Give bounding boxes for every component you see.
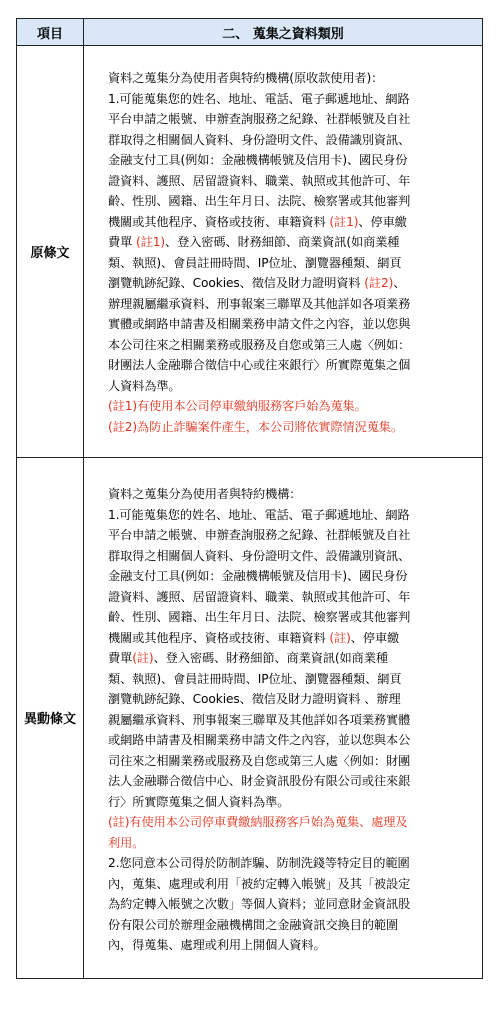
text-line xyxy=(108,335,470,356)
text-line xyxy=(108,628,470,649)
text-run: 1.可能蒐集您的姓名、地址、電話、電子郵遞地址、網路 xyxy=(108,91,410,106)
table-row-original xyxy=(17,46,483,458)
note-highlight: (註) xyxy=(132,651,154,665)
text-line xyxy=(108,89,470,110)
text-line xyxy=(108,130,470,151)
text-run: 實體或網路申請書及相關業務申請文件之內容，並以您與 xyxy=(108,317,411,331)
header-item: 項目 xyxy=(17,19,84,46)
text-run: 證資料、護照、居留證資料、職業、執照或其他許可、年 xyxy=(108,173,411,188)
text-line xyxy=(108,607,470,628)
text-run: 份有限公司於辦理金融機構間之金融資訊交換目的範圍 xyxy=(108,917,399,932)
text-run: 類、執照)、會員註冊時間、IP位址、瀏覽器種類、網頁 xyxy=(108,255,402,270)
text-line xyxy=(108,68,470,89)
text-line xyxy=(108,689,470,710)
text-run: 法人金融聯合徵信中心、財金資訊股份有限公司或往來銀 xyxy=(108,774,411,788)
text-line xyxy=(108,314,470,335)
text-run: 內，得蒐集、處理或利用上開個人資料。 xyxy=(108,938,326,952)
text-run: 群取得之相關個人資料、身份證明文件、設備識別資訊、 xyxy=(108,548,411,563)
text-run: 平台申請之帳號、申辦查詢服務之紀錄、社群帳號及自社 xyxy=(108,528,411,542)
row-label-original: 原條文 xyxy=(17,46,84,458)
text-run: 瀏覽軌跡紀錄、Cookies、徵信及財力證明資料 xyxy=(108,276,365,290)
text-line xyxy=(108,853,470,874)
text-run: 機關或其他程序、資格或技術、車籍資料 xyxy=(108,214,330,229)
text-run: 瀏覽軌跡紀錄、Cookies、徵信及財力證明資料 、辦理 xyxy=(108,692,401,706)
text-run: 類、執照)、會員註冊時間、IP位址、瀏覽器種類、網頁 xyxy=(108,671,402,686)
text-line xyxy=(108,212,470,233)
text-run: 行〉所實際蒐集之個人資料為準。 xyxy=(108,794,290,809)
note-highlight: (註1)有使用本公司停車繳納服務客戶始為蒐集。 xyxy=(108,399,367,413)
table-row-amended xyxy=(17,458,483,979)
text-line xyxy=(108,355,470,376)
text-line xyxy=(108,294,470,315)
text-line xyxy=(108,150,470,171)
note-highlight: 利用。 xyxy=(108,835,145,850)
text-run: 辦理親屬繼承資料、刑事報案三聯單及其他詳如各項業務 xyxy=(108,296,411,311)
text-line xyxy=(108,191,470,212)
text-run: 內，蒐集、處理或利用「被約定轉入帳號」及其「被設定 xyxy=(108,876,411,891)
text-run: 費單 xyxy=(108,235,136,249)
text-run: 人資料為準。 xyxy=(108,378,181,393)
text-line xyxy=(108,232,470,253)
text-run: 齡、性別、國籍、出生年月日、法院、檢察署或其他審判 xyxy=(108,194,411,208)
text-line xyxy=(108,273,470,294)
row-label-amended: 異動條文 xyxy=(17,458,84,979)
text-run: 、停車繳 xyxy=(350,630,400,645)
text-run: 或網路申請書及相關業務申請文件之內容，並以您與本公 xyxy=(108,733,411,747)
text-line xyxy=(108,792,470,813)
original-clause-cell xyxy=(84,46,483,458)
text-run: 1.可能蒐集您的姓名、地址、電話、電子郵遞地址、網路 xyxy=(108,507,410,522)
comparison-table xyxy=(16,18,483,979)
text-line xyxy=(108,587,470,608)
text-run: 平台申請之帳號、申辦查詢服務之紀錄、社群帳號及自社 xyxy=(108,112,411,126)
note-highlight: (註2) xyxy=(364,276,394,290)
text-line xyxy=(108,484,470,505)
text-line xyxy=(108,525,470,546)
text-line xyxy=(108,566,470,587)
text-run: 費單 xyxy=(108,651,133,665)
text-run: 金融支付工具(例如：金融機構帳號及信用卡)、國民身份 xyxy=(108,153,408,167)
text-line xyxy=(108,730,470,751)
text-line xyxy=(108,915,470,936)
text-run: 金融支付工具(例如：金融機構帳號及信用卡)、國民身份 xyxy=(108,569,408,583)
amended-clause-cell xyxy=(84,458,483,979)
text-run: 群取得之相關個人資料、身份證明文件、設備識別資訊、 xyxy=(108,132,411,147)
note-highlight: (註2)為防止詐騙案件產生，本公司將依實際情況蒐集。 xyxy=(108,419,403,434)
text-line xyxy=(108,253,470,274)
text-line xyxy=(108,396,470,417)
text-line xyxy=(108,376,470,397)
text-line xyxy=(108,546,470,567)
text-run: 2.您同意本公司得於防制詐騙、防制洗錢等特定目的範圍 xyxy=(108,856,410,870)
note-highlight: (註)有使用本公司停車費繳納服務客戶始為蒐集、處理及 xyxy=(108,815,408,829)
text-line xyxy=(108,771,470,792)
note-highlight: (註1) xyxy=(329,214,359,229)
text-line xyxy=(108,648,470,669)
text-run: 親屬繼承資料、刑事報案三聯單及其他詳如各項業務實體 xyxy=(108,712,411,727)
text-line xyxy=(108,935,470,956)
text-run: 齡、性別、國籍、出生年月日、法院、檢察署或其他審判 xyxy=(108,610,411,624)
text-line xyxy=(108,710,470,731)
text-run: 機關或其他程序、資格或技術、車籍資料 xyxy=(108,630,330,645)
header-row xyxy=(17,19,483,46)
text-run: 、登入密碼、財務細節、商業資訊(如商業種 xyxy=(153,651,388,665)
text-run: 資料之蒐集分為使用者與特約機構： xyxy=(108,487,302,501)
text-line xyxy=(108,505,470,526)
text-line xyxy=(108,109,470,130)
text-line xyxy=(108,751,470,772)
text-line xyxy=(108,812,470,833)
text-line xyxy=(108,894,470,915)
text-line xyxy=(108,417,470,438)
note-highlight: (註1) xyxy=(135,235,166,249)
text-run: 為約定轉入帳號之次數」等個人資料；並同意財金資訊股 xyxy=(108,897,411,911)
text-run: 、停車繳 xyxy=(358,214,407,229)
header-data-category: 二、 蒐集之資料類別 xyxy=(84,19,483,46)
text-run: 資料之蒐集分為使用者與特約機構(原收款使用者)： xyxy=(108,71,384,85)
text-run: 本公司往來之相關業務或服務及自您或第三人處〈例如： xyxy=(108,337,411,352)
text-run: 、 xyxy=(393,276,406,290)
text-run: 司往來之相關業務或服務及自您或第三人處〈例如：財團 xyxy=(108,753,411,768)
text-run: 、登入密碼、財務細節、商業資訊(如商業種 xyxy=(165,235,400,249)
text-line xyxy=(108,833,470,854)
note-highlight: (註) xyxy=(329,630,351,645)
text-run: 證資料、護照、居留證資料、職業、執照或其他許可、年 xyxy=(108,589,411,604)
original-clause-text xyxy=(84,46,482,457)
amended-clause-text xyxy=(84,458,482,978)
text-line xyxy=(108,874,470,895)
text-line xyxy=(108,171,470,192)
text-line xyxy=(108,669,470,690)
text-run: 財團法人金融聯合徵信中心或往來銀行〉所實際蒐集之個 xyxy=(108,358,411,372)
document xyxy=(16,18,483,979)
